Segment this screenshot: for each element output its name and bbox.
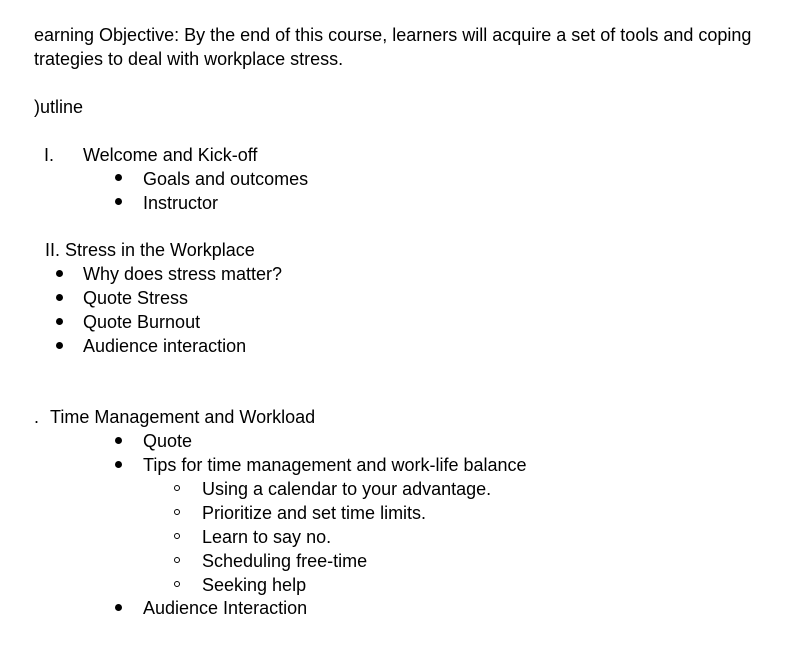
list-item: Why does stress matter? (83, 264, 283, 284)
hollow-bullet-icon (174, 581, 180, 587)
learning-objective-line-2: trategies to deal with workplace stress. (34, 49, 344, 69)
bullet-icon (56, 342, 63, 349)
sub-list-item: Using a calendar to your advantage. (202, 479, 492, 499)
list-item: Audience Interaction (143, 598, 308, 618)
bullet-icon (115, 437, 122, 444)
section-1-numeral: I. (44, 145, 55, 165)
outline-heading: )utline (34, 97, 84, 117)
list-item: Instructor (143, 193, 219, 213)
bullet-icon (56, 294, 63, 301)
bullet-icon (115, 604, 122, 611)
list-item: Quote Stress (83, 288, 189, 308)
hollow-bullet-icon (174, 485, 180, 491)
hollow-bullet-icon (174, 557, 180, 563)
bullet-icon (115, 461, 122, 468)
list-item: Quote (143, 431, 193, 451)
sub-list-item: Learn to say no. (202, 527, 332, 547)
hollow-bullet-icon (174, 509, 180, 515)
learning-objective-line-1: earning Objective: By the end of this course, learners will acquire a set of tools and coping (34, 25, 752, 45)
bullet-icon (115, 198, 122, 205)
section-3-title: Time Management and Workload (50, 407, 316, 427)
section-3-numeral: . (34, 407, 40, 427)
hollow-bullet-icon (174, 533, 180, 539)
bullet-icon (115, 174, 122, 181)
section-2-title: II. Stress in the Workplace (45, 240, 255, 260)
bullet-icon (56, 318, 63, 325)
list-item: Goals and outcomes (143, 169, 309, 189)
list-item: Quote Burnout (83, 312, 201, 332)
list-item: Audience interaction (83, 336, 247, 356)
bullet-icon (56, 270, 63, 277)
sub-list-item: Scheduling free-time (202, 551, 368, 571)
sub-list-item: Seeking help (202, 575, 307, 595)
sub-list-item: Prioritize and set time limits. (202, 503, 427, 523)
section-1-title: Welcome and Kick-off (83, 145, 258, 165)
list-item: Tips for time management and work-life balance (143, 455, 527, 475)
